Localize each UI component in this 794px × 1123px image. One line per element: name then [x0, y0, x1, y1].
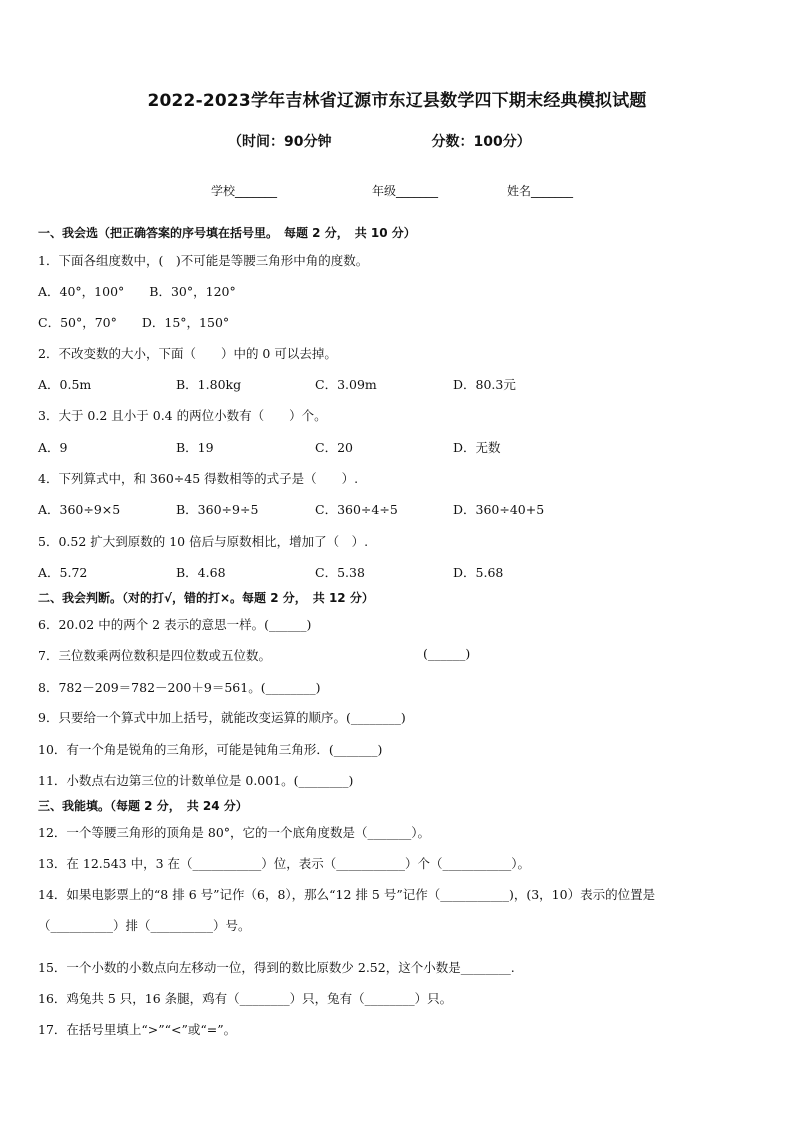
question-5-option-d: D．5.68	[453, 565, 504, 580]
name-field: 姓名_______	[507, 184, 574, 198]
grade-field: 年级_______	[372, 184, 439, 198]
question-15: 15．一个小数的小数点向左移动一位，得到的数比原数少 2.52，这个小数是________.	[38, 960, 515, 975]
time-label: （时间：90分钟	[228, 134, 332, 150]
score-label: 分数：100分）	[431, 134, 531, 150]
section-heading-1: 一、我会选（把正确答案的序号填在括号里。 每题 2 分， 共 10 分）	[38, 226, 416, 240]
question-3: 3．大于 0.2 且小于 0.4 的两位小数有（ ）个。	[38, 408, 327, 423]
exam-meta	[228, 131, 531, 151]
question-14-line-1: 14．如果电影票上的“8 排 6 号”记作（6，8），那么“12 排 5 号”记作（___________)，(3，10）表示的位置是	[38, 887, 656, 902]
question-7: 7．三位数乘两位数积是四位数或五位数。	[38, 648, 271, 663]
question-4-option-d: D．360÷40+5	[453, 502, 545, 517]
question-1: 1．下面各组度数中，( )不可能是等腰三角形中角的度数。	[38, 253, 369, 268]
question-2-option-b: B．1.80kg	[176, 377, 242, 392]
question-7-answer-blank[interactable]: (______)	[423, 646, 471, 661]
question-2-option-c: C．3.09m	[315, 377, 377, 392]
question-5-option-a: A．5.72	[38, 565, 88, 580]
question-4: 4．下列算式中，和 360÷45 得数相等的式子是（ ）.	[38, 471, 359, 486]
question-3-option-c: C．20	[315, 440, 353, 455]
question-12: 12．一个等腰三角形的顶角是 80°，它的一个底角度数是（_______）。	[38, 825, 431, 840]
page-title: 2022-2023学年吉林省辽源市东辽县数学四下期末经典模拟试题	[147, 91, 647, 111]
question-4-option-b: B．360÷9÷5	[176, 502, 259, 517]
question-5-option-c: C．5.38	[315, 565, 365, 580]
question-3-option-b: B．19	[176, 440, 214, 455]
question-3-option-d: D．无数	[453, 440, 501, 455]
question-5-option-b: B．4.68	[176, 565, 226, 580]
section-heading-3: 三、我能填。（每题 2 分， 共 24 分）	[38, 799, 248, 813]
question-8: 8．782－209＝782－200＋9＝561。(________)	[38, 680, 321, 695]
question-4-option-a: A．360÷9×5	[38, 502, 121, 517]
question-1-options-cd: C．50°，70° D．15°，150°	[38, 315, 230, 330]
question-6: 6．20.02 中的两个 2 表示的意思一样。(______)	[38, 617, 312, 632]
question-13: 13．在 12.543 中，3 在（___________）位，表示（___________）个（___________）。	[38, 856, 531, 871]
question-10: 10．有一个角是锐角的三角形，可能是钝角三角形．(_______)	[38, 742, 383, 757]
question-11: 11．小数点右边第三位的计数单位是 0.001。(________)	[38, 773, 354, 788]
question-17: 17．在括号里填上“>”“<”或“=”。	[38, 1022, 237, 1037]
question-4-option-c: C．360÷4÷5	[315, 502, 398, 517]
question-3-option-a: A．9	[38, 440, 68, 455]
question-14-line-2: （__________）排（__________）号。	[38, 918, 251, 933]
question-1-options-ab: A．40°，100° B．30°，120°	[38, 284, 236, 299]
section-heading-2: 二、我会判断。（对的打√，错的打×。每题 2 分， 共 12 分）	[38, 591, 374, 605]
question-2-option-a: A．0.5m	[38, 377, 92, 392]
question-16: 16．鸡兔共 5 只，16 条腿，鸡有（________）只，兔有（________）只。	[38, 991, 453, 1006]
question-2-option-d: D．80.3元	[453, 377, 516, 392]
question-5: 5．0.52 扩大到原数的 10 倍后与原数相比，增加了（ ）.	[38, 534, 369, 549]
school-field: 学校_______	[211, 184, 278, 198]
question-9: 9．只要给一个算式中加上括号，就能改变运算的顺序。(________)	[38, 710, 406, 725]
question-2: 2．不改变数的大小，下面（ ）中的 0 可以去掉。	[38, 346, 337, 361]
